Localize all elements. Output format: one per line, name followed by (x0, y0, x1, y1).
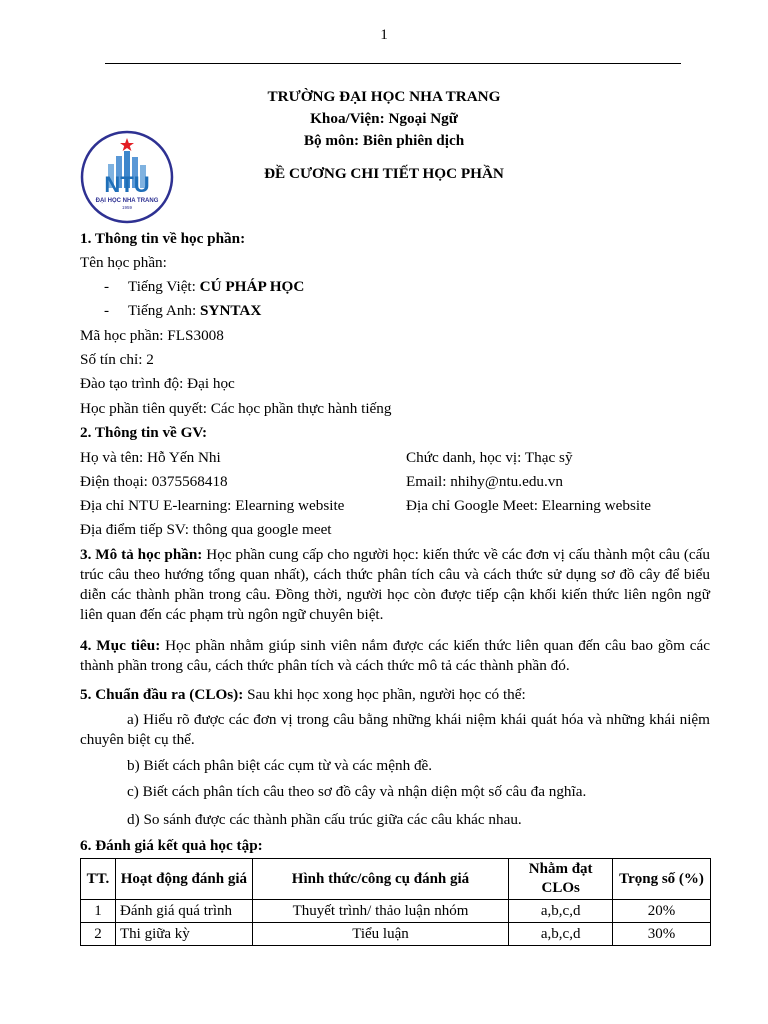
course-name-en (128, 302, 261, 320)
table-cell: Thuyết trình/ thảo luận nhóm (252, 900, 509, 923)
list-dash: - (104, 278, 110, 295)
section-4-heading: 4. Mục tiêu: (80, 637, 161, 654)
clo-c: c) Biết cách phân tích câu theo sơ đồ cây và nhận diện một số câu đa nghĩa. (127, 783, 587, 800)
logo-text: NTU (104, 172, 150, 197)
section-5-intro (80, 685, 710, 705)
table-cell: 2 (81, 923, 116, 946)
office-location: Địa điểm tiếp SV: thông qua google meet (80, 521, 332, 538)
table-cell: a,b,c,d (509, 900, 613, 923)
column-header: Hình thức/công cụ đánh giá (252, 859, 509, 900)
section-5-intro-text: Sau khi học xong học phần, người học có thể: (243, 686, 526, 703)
google-meet-address: Địa chỉ Google Meet: Elearning website (406, 497, 652, 514)
clo-d: d) So sánh được các thành phần cấu trúc giữa các câu khác nhau. (127, 811, 522, 828)
faculty-line: Khoa/Viện: Ngoại Ngữ (310, 110, 458, 127)
section-5-heading: 5. Chuẩn đầu ra (CLOs): (80, 686, 244, 703)
section-3-heading: 3. Mô tả học phần: (80, 546, 203, 563)
en-label: Tiếng Anh: (128, 302, 201, 319)
section-6-heading: 6. Đánh giá kết quả học tập: (80, 837, 263, 854)
en-value: SYNTAX (200, 302, 262, 319)
course-code: Mã học phần: FLS3008 (80, 327, 224, 344)
logo-year: 1959 (121, 205, 133, 210)
vi-label: Tiếng Việt: (128, 278, 200, 295)
university-name: TRƯỜNG ĐẠI HỌC NHA TRANG (267, 88, 501, 105)
logo-caption: ĐẠI HỌC NHA TRANG (95, 198, 159, 204)
section-4-paragraph (80, 636, 710, 676)
clo-b: b) Biết cách phân biệt các cụm từ và các mệnh đề. (127, 757, 433, 774)
section-1-heading: 1. Thông tin về học phần: (80, 230, 246, 247)
header-rule (105, 63, 681, 64)
course-name-label: Tên học phần: (80, 254, 167, 271)
table-cell: Tiểu luận (252, 923, 509, 946)
lecturer-phone: Điện thoại: 0375568418 (80, 473, 228, 490)
table-row (81, 923, 711, 946)
table-cell: a,b,c,d (509, 923, 613, 946)
table-header-row (81, 859, 711, 900)
course-name-vi (128, 278, 304, 296)
column-header: Nhằm đạt CLOs (509, 859, 613, 900)
assessment-table (80, 858, 711, 946)
table-row (81, 900, 711, 923)
prerequisite: Học phần tiên quyết: Các học phần thực hành tiếng (80, 400, 392, 417)
list-dash: - (104, 302, 110, 319)
course-credits: Số tín chỉ: 2 (80, 351, 154, 368)
section-3-paragraph (80, 545, 710, 625)
elearning-address: Địa chỉ NTU E-learning: Elearning website (80, 497, 345, 514)
table-cell: Thi giữa kỳ (115, 923, 252, 946)
column-header: Trọng số (%) (613, 859, 711, 900)
document-title: ĐỀ CƯƠNG CHI TIẾT HỌC PHẦN (264, 165, 504, 182)
department-line: Bộ môn: Biên phiên dịch (303, 132, 465, 149)
lecturer-name: Họ và tên: Hỗ Yến Nhi (80, 449, 221, 466)
clo-a: a) Hiểu rõ được các đơn vị trong câu bằng những khái niệm khái quát hóa và những khái niệm chuyên biệt cụ thể. (80, 711, 710, 748)
table-cell: 1 (81, 900, 116, 923)
training-level: Đào tạo trình độ: Đại học (80, 375, 235, 392)
column-header: TT. (81, 859, 116, 900)
page-number: 1 (380, 26, 388, 43)
lecturer-email: Email: nhihy@ntu.edu.vn (406, 473, 563, 490)
table-cell: 20% (613, 900, 711, 923)
table-cell: 30% (613, 923, 711, 946)
table-cell: Đánh giá quá trình (115, 900, 252, 923)
section-2-heading: 2. Thông tin về GV: (80, 424, 208, 441)
column-header: Hoạt động đánh giá (115, 859, 252, 900)
lecturer-title: Chức danh, học vị: Thạc sỹ (406, 449, 573, 466)
university-logo (80, 130, 174, 224)
vi-value: CÚ PHÁP HỌC (199, 278, 305, 295)
section-3-text: Học phần cung cấp cho người học: kiến thức về các đơn vị cấu thành một câu (cấu trúc câu theo hướng tổng quan nhất), cách thức phân tích câu và cách thức sử dụng sơ đồ cây để biểu diễn các thành phần trong câu. Đồng thời, người học còn được tiếp cận khối kiến thức liên ngôn ngữ liên quan đến các phạm trù ngôn ngữ chuyên biệt. (80, 546, 710, 623)
section-4-text: Học phần nhằm giúp sinh viên nắm được các kiến thức liên quan đến câu bao gồm các thành phần trong câu, cách thức phân tích và cách thức mô tả các thành phần đó. (80, 637, 711, 674)
